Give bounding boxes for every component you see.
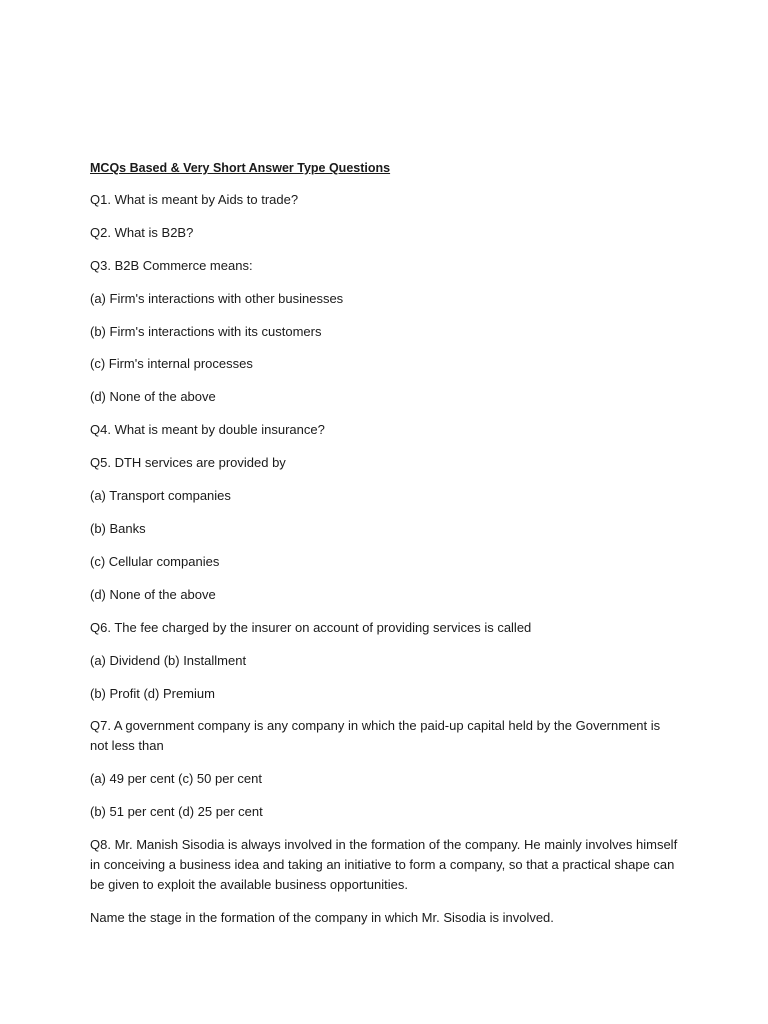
option-q7-line-1: (a) 49 per cent (c) 50 per cent (90, 771, 262, 786)
question-q3: Q3. B2B Commerce means: (90, 258, 253, 273)
option-q3-d: (d) None of the above (90, 389, 216, 404)
option-q5-b: (b) Banks (90, 521, 146, 536)
question-q1: Q1. What is meant by Aids to trade? (90, 192, 299, 207)
option-q6-line-2: (b) Profit (d) Premium (90, 686, 215, 701)
question-q8: Q8. Mr. Manish Sisodia is always involved in the formation of the company. He mainly involves himself in conceiving a business idea and taking an initiative to form a company, so that a practical shape can be given to exploit the available business opportunities. (90, 837, 678, 892)
document-heading: MCQs Based & Very Short Answer Type Questions (90, 161, 391, 175)
question-q8-prompt: Name the stage in the formation of the company in which Mr. Sisodia is involved. (90, 910, 554, 925)
option-q5-d: (d) None of the above (90, 587, 216, 602)
question-q7: Q7. A government company is any company in which the paid-up capital held by the Government is not less than (90, 718, 661, 753)
option-q5-a: (a) Transport companies (90, 488, 231, 503)
option-q3-b: (b) Firm's interactions with its customers (90, 324, 322, 339)
question-q4: Q4. What is meant by double insurance? (90, 422, 325, 437)
option-q3-c: (c) Firm's internal processes (90, 356, 253, 371)
question-q5: Q5. DTH services are provided by (90, 455, 286, 470)
option-q6-line-1: (a) Dividend (b) Installment (90, 653, 247, 668)
option-q7-line-2: (b) 51 per cent (d) 25 per cent (90, 804, 263, 819)
question-q6: Q6. The fee charged by the insurer on account of providing services is called (90, 620, 532, 635)
option-q5-c: (c) Cellular companies (90, 554, 220, 569)
option-q3-a: (a) Firm's interactions with other businesses (90, 291, 344, 306)
question-q2: Q2. What is B2B? (90, 225, 194, 240)
